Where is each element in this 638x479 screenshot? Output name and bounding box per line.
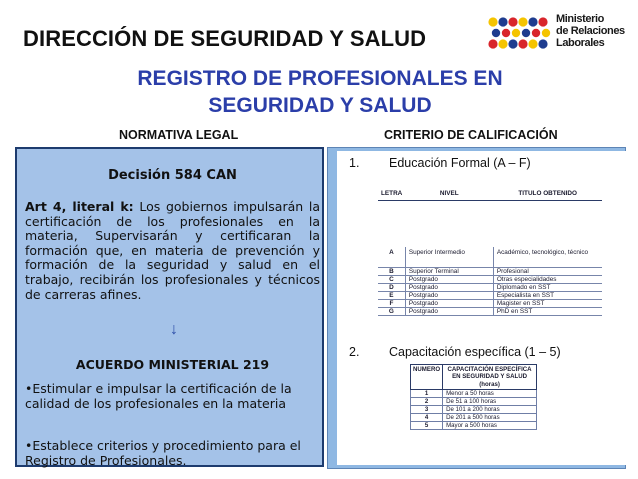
logo-line-1: Ministerio xyxy=(556,13,604,25)
table-cell: Diplomado en SST xyxy=(493,283,602,291)
table-header: LETRA xyxy=(378,188,405,200)
table-cell: PhD en SST xyxy=(493,307,602,315)
logo-dots-icon xyxy=(486,15,556,55)
criterio-heading: CRITERIO DE CALIFICACIÓN xyxy=(384,128,558,142)
logo-dot xyxy=(502,29,510,37)
table-cell: E xyxy=(378,291,405,299)
table-cell: Especialista en SST xyxy=(493,291,602,299)
table-row xyxy=(411,413,537,421)
criterio-number: 1. xyxy=(349,156,360,170)
logo-dot xyxy=(498,39,507,48)
table-cell: De 51 a 100 horas xyxy=(443,397,537,405)
logo-dot xyxy=(498,17,507,26)
logo-dot xyxy=(522,29,530,37)
logo-dot xyxy=(488,17,497,26)
table-cell: Magister en SST xyxy=(493,299,602,307)
article-paragraph xyxy=(25,200,320,302)
table-row xyxy=(378,267,602,275)
subtitle-line-2: SEGURIDAD Y SALUD xyxy=(208,94,432,117)
table-cell: De 201 a 500 horas xyxy=(443,413,537,421)
logo-line-2: de Relaciones xyxy=(556,25,625,37)
acuerdo-title: ACUERDO MINISTERIAL 219 xyxy=(75,357,270,372)
table-cell: G xyxy=(378,307,405,315)
table-cell: Superior Terminal xyxy=(405,267,493,275)
logo-dot xyxy=(518,39,527,48)
page-title: DIRECCIÓN DE SEGURIDAD Y SALUD xyxy=(23,26,427,51)
normativa-heading: NORMATIVA LEGAL xyxy=(119,128,239,142)
logo-dot xyxy=(542,29,550,37)
decision-title: Decisión 584 CAN xyxy=(108,168,237,183)
table-cell: Superior Intermedio xyxy=(405,247,493,267)
logo-dot xyxy=(538,17,547,26)
table-header: NUMERO xyxy=(411,365,443,390)
table-header: NIVEL xyxy=(405,188,493,200)
table-cell: Postgrado xyxy=(405,283,493,291)
logo-dot xyxy=(508,39,517,48)
table-row xyxy=(411,421,537,429)
article-heading: Art 4, literal k: xyxy=(25,199,134,214)
criterio-text: Educación Formal (A – F) xyxy=(389,156,531,170)
ministry-logo xyxy=(486,13,626,61)
logo-dot xyxy=(528,17,537,26)
slide-subtitle xyxy=(0,65,638,119)
table-cell: B xyxy=(378,267,405,275)
table-cell: 2 xyxy=(411,397,443,405)
table-cell: A xyxy=(378,247,405,267)
logo-dot xyxy=(488,39,497,48)
bullet-estimular: •Estimular e impulsar la certificación de la calidad de los profesionales en la materia xyxy=(25,381,292,411)
table-cell: Académico, tecnológico, técnico xyxy=(493,247,602,267)
subtitle-line-1: REGISTRO DE PROFESIONALES EN xyxy=(137,67,503,90)
table-cell: Postgrado xyxy=(405,299,493,307)
table-row xyxy=(411,389,537,397)
table-header: CAPACITACIÓN ESPECÍFICA EN SEGURIDAD Y SALUD (horas) xyxy=(443,365,537,390)
table-cell: De 101 a 200 horas xyxy=(443,405,537,413)
table-row xyxy=(378,275,602,283)
table-cell: Otras especialidades xyxy=(493,275,602,283)
table-row xyxy=(411,397,537,405)
table-row xyxy=(411,405,537,413)
table-cell: Mayor a 500 horas xyxy=(443,421,537,429)
arrow-down-icon: ↓ xyxy=(170,321,178,338)
education-table xyxy=(378,188,602,316)
logo-dot xyxy=(518,17,527,26)
logo-dot xyxy=(538,39,547,48)
table-row xyxy=(378,283,602,291)
article-body: Los gobiernos impulsarán la certificación de los profesionales en la materia, Supervisarán y certificaran la formación que, en materia de prevención y formación de la seguridad y salud en el trabajo, recibirán los profesionales y técnicos de carreras afines. xyxy=(25,199,320,302)
table-header: TITULO OBTENIDO xyxy=(493,188,602,200)
table-cell: C xyxy=(378,275,405,283)
table-row xyxy=(378,307,602,315)
logo-dot xyxy=(508,17,517,26)
logo-dot xyxy=(528,39,537,48)
training-table xyxy=(410,364,537,430)
table-cell: 5 xyxy=(411,421,443,429)
logo-dot xyxy=(512,29,520,37)
criterio-text: Capacitación específica (1 – 5) xyxy=(389,345,561,359)
table-cell: 1 xyxy=(411,389,443,397)
table-cell: Profesional xyxy=(493,267,602,275)
table-row xyxy=(378,299,602,307)
normativa-panel xyxy=(15,147,324,467)
logo-line-3: Laborales xyxy=(556,37,605,49)
table-cell: Postgrado xyxy=(405,291,493,299)
table-cell: D xyxy=(378,283,405,291)
table-cell: Postgrado xyxy=(405,275,493,283)
table-row xyxy=(378,247,602,267)
table-cell: Menor a 50 horas xyxy=(443,389,537,397)
bullet-establece: •Establece criterios y procedimiento para el Registro de Profesionales. xyxy=(25,438,301,468)
table-row xyxy=(378,291,602,299)
table-cell: 4 xyxy=(411,413,443,421)
logo-dot xyxy=(532,29,540,37)
logo-dot xyxy=(492,29,500,37)
table-cell: F xyxy=(378,299,405,307)
criterio-number: 2. xyxy=(349,345,360,359)
table-cell: 3 xyxy=(411,405,443,413)
table-cell: Postgrado xyxy=(405,307,493,315)
